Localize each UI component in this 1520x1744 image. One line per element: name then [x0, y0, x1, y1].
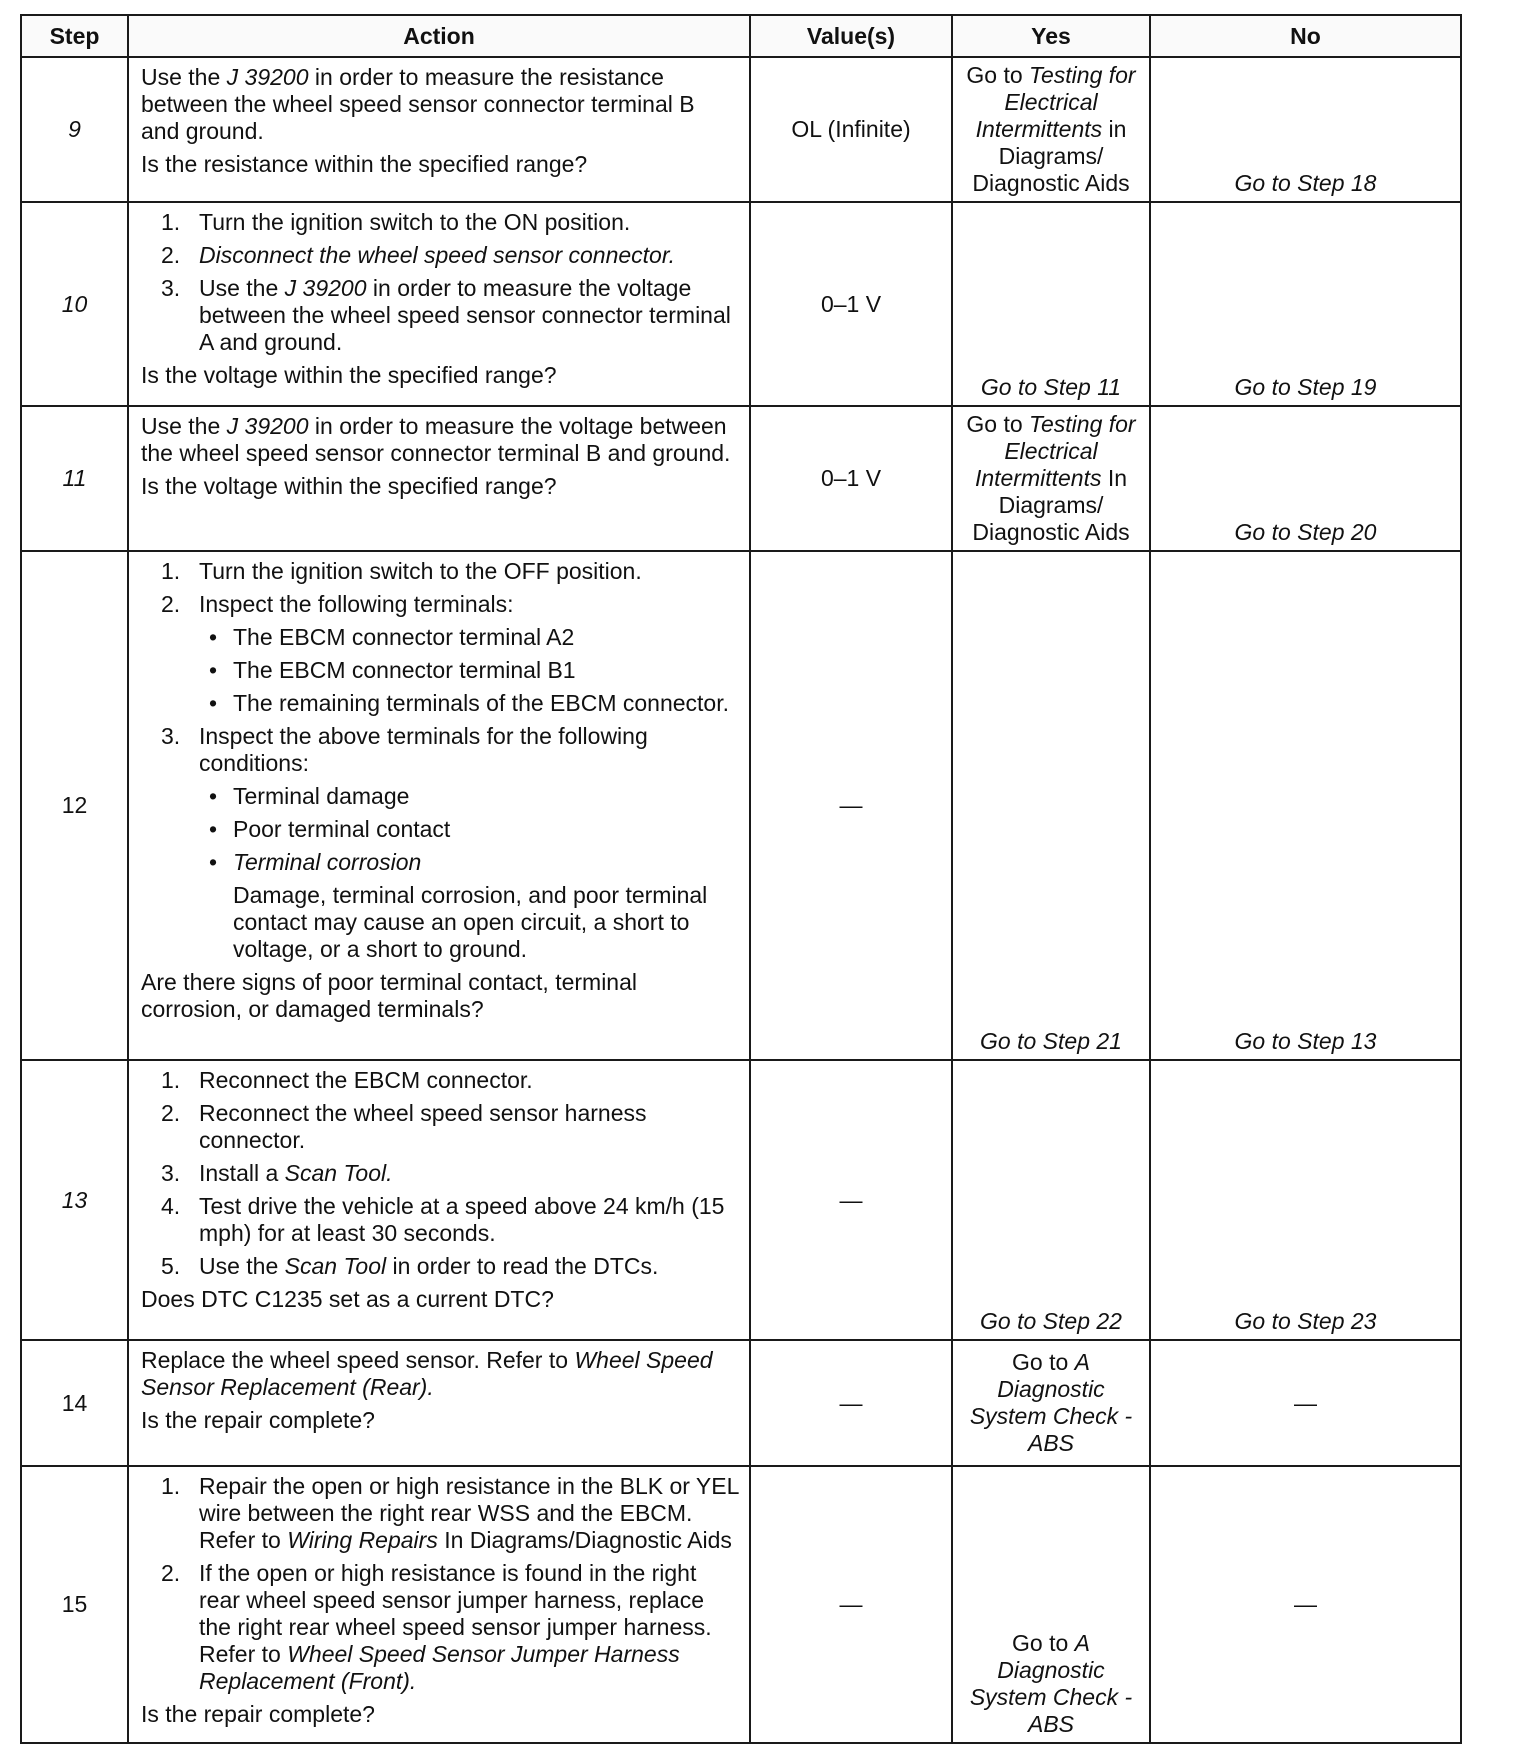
- action-question: Is the resistance within the specified range?: [141, 151, 588, 177]
- step-number: 10: [21, 202, 128, 406]
- value-cell: 0–1 V: [750, 406, 952, 551]
- list-item: 4. Test drive the vehicle at a speed above 24 km/h (15 mph) for at least 30 seconds.: [161, 1193, 725, 1246]
- action-steps: [141, 558, 739, 963]
- step-number: 13: [21, 1060, 128, 1340]
- value-cell: 0–1 V: [750, 202, 952, 406]
- table-row-step-13: [21, 1060, 1461, 1340]
- yes-link[interactable]: Go to Step 21: [980, 1028, 1122, 1054]
- no-cell: [1150, 1060, 1461, 1340]
- table-row-step-10: [21, 202, 1461, 406]
- yes-cell: Go to A Diagnostic System Check - ABS: [952, 1466, 1150, 1743]
- table-row-step-12: [21, 551, 1461, 1060]
- action-link[interactable]: Wiring Repairs: [287, 1527, 438, 1553]
- list-item: 1. Turn the ignition switch to the ON position.: [161, 209, 631, 235]
- bullet-item: • Terminal damage: [199, 783, 739, 810]
- bullet-list: [199, 783, 739, 876]
- value-cell: OL (Infinite): [750, 57, 952, 202]
- action-question: Is the repair complete?: [141, 1701, 375, 1727]
- table-row-step-11: [21, 406, 1461, 551]
- yes-cell: Go to A Diagnostic System Check - ABS: [952, 1340, 1150, 1466]
- list-item: 3. Use the J 39200 in order to measure the voltage between the wheel speed sensor connector terminal A and ground.: [161, 275, 731, 355]
- list-item: 2. Disconnect the wheel speed sensor connector.: [161, 242, 676, 268]
- no-link[interactable]: Go to Step 13: [1234, 1028, 1377, 1054]
- action-cell: [128, 1060, 750, 1340]
- no-link[interactable]: Go to Step 20: [1234, 519, 1377, 545]
- yes-cell: Go to Testing for Electrical Intermittents in Diagrams/ Diagnostic Aids: [952, 57, 1150, 202]
- no-cell: [1150, 551, 1461, 1060]
- table-row-step-9: [21, 57, 1461, 202]
- no-cell: [1150, 202, 1461, 406]
- list-item: 1. Repair the open or high resistance in the BLK or YEL wire between the right rear WSS and the EBCM. Refer to Wiring Repairs In Diagrams/Diagnostic Aids: [161, 1473, 739, 1553]
- list-item: 3. Inspect the above terminals for the following conditions: • Terminal damage • Poor terminal contact • Terminal corrosion Damage, terminal corrosion, and poor terminal contact may cause an open circuit, a short to voltage, or a short to ground.: [141, 723, 739, 963]
- yes-link[interactable]: Testing for Electrical Intermittents: [975, 62, 1136, 142]
- no-cell: —: [1150, 1466, 1461, 1743]
- action-cell: [128, 202, 750, 406]
- yes-link[interactable]: Go to Step 11: [980, 374, 1122, 400]
- header-yes: Yes: [952, 15, 1150, 57]
- bullet-list: [199, 624, 739, 717]
- action-text: Use the J 39200 in order to measure the resistance between the wheel speed sensor connector terminal B and ground.: [141, 64, 695, 144]
- action-question: Is the voltage within the specified range?: [141, 362, 557, 388]
- action-question: Does DTC C1235 set as a current DTC?: [141, 1286, 554, 1312]
- header-no: No: [1150, 15, 1461, 57]
- no-link[interactable]: Go to Step 18: [1234, 170, 1377, 196]
- list-item: 2. Inspect the following terminals: • The EBCM connector terminal A2 • The EBCM connector terminal B1 • The remaining terminals of the EBCM connector.: [141, 591, 739, 717]
- no-link[interactable]: Go to Step 23: [1234, 1308, 1377, 1334]
- table-row-step-15: [21, 1466, 1461, 1743]
- list-item: 2. If the open or high resistance is found in the right rear wheel speed sensor jumper harness, replace the right rear wheel speed sensor jumper harness. Refer to Wheel Speed Sensor Jumper Harness Replacement (Front).: [161, 1560, 712, 1694]
- table-row-step-14: [21, 1340, 1461, 1466]
- action-question: Are there signs of poor terminal contact, terminal corrosion, or damaged terminals?: [141, 969, 638, 1022]
- no-cell: [1150, 406, 1461, 551]
- header-action: Action: [128, 15, 750, 57]
- action-question: Is the repair complete?: [141, 1407, 375, 1433]
- value-cell: —: [750, 1466, 952, 1743]
- action-link[interactable]: Wheel Speed Sensor Replacement (Rear).: [141, 1347, 713, 1400]
- list-item: 1. Turn the ignition switch to the OFF position.: [161, 558, 642, 584]
- no-link[interactable]: Go to Step 19: [1234, 374, 1377, 400]
- action-cell: [128, 551, 750, 1060]
- list-item: 3. Install a Scan Tool.: [161, 1160, 393, 1186]
- action-text: Use the J 39200 in order to measure the voltage between the wheel speed sensor connector terminal B and ground.: [141, 413, 731, 466]
- yes-link[interactable]: A Diagnostic System Check - ABS: [969, 1630, 1133, 1737]
- yes-cell: [952, 1060, 1150, 1340]
- yes-link[interactable]: A Diagnostic System Check - ABS: [969, 1349, 1133, 1456]
- yes-cell: [952, 551, 1150, 1060]
- step-number: 12: [21, 551, 128, 1060]
- step-number: 15: [21, 1466, 128, 1743]
- list-item: 1. Reconnect the EBCM connector.: [161, 1067, 533, 1093]
- step-number: 11: [21, 406, 128, 551]
- step-number: 14: [21, 1340, 128, 1466]
- yes-link[interactable]: Go to Step 22: [980, 1308, 1122, 1334]
- bullet-item: • The remaining terminals of the EBCM connector.: [199, 690, 739, 717]
- action-cell: [128, 1466, 750, 1743]
- list-item: 2. Reconnect the wheel speed sensor harness connector.: [161, 1100, 647, 1153]
- bullet-item: • Poor terminal contact: [199, 816, 739, 843]
- value-cell: —: [750, 1340, 952, 1466]
- header-step: Step: [21, 15, 128, 57]
- diagnostic-table: [20, 14, 1462, 1744]
- action-steps: [141, 1067, 739, 1280]
- value-cell: —: [750, 1060, 952, 1340]
- action-cell: [128, 406, 750, 551]
- action-question: Is the voltage within the specified range?: [141, 473, 557, 499]
- no-cell: [1150, 57, 1461, 202]
- list-item: 5. Use the Scan Tool in order to read the DTCs.: [161, 1253, 659, 1279]
- bullet-item: • The EBCM connector terminal A2: [199, 624, 739, 651]
- value-cell: —: [750, 551, 952, 1060]
- yes-cell: [952, 202, 1150, 406]
- header-values: Value(s): [750, 15, 952, 57]
- bullet-item: • Terminal corrosion: [199, 849, 739, 876]
- yes-link[interactable]: Testing for Electrical Intermittents: [974, 411, 1136, 491]
- action-cell: [128, 57, 750, 202]
- note-text: Damage, terminal corrosion, and poor terminal contact may cause an open circuit, a short to voltage, or a short to ground.: [233, 882, 708, 962]
- yes-cell: Go to Testing for Electrical Intermittents In Diagrams/ Diagnostic Aids: [952, 406, 1150, 551]
- action-cell: [128, 1340, 750, 1466]
- action-steps: [141, 1473, 739, 1695]
- action-text: Replace the wheel speed sensor. Refer to Wheel Speed Sensor Replacement (Rear).: [141, 1347, 713, 1400]
- step-number: 9: [21, 57, 128, 202]
- bullet-item: • The EBCM connector terminal B1: [199, 657, 739, 684]
- action-steps: [141, 209, 739, 356]
- no-cell: —: [1150, 1340, 1461, 1466]
- action-link[interactable]: Wheel Speed Sensor Jumper Harness Replacement (Front).: [199, 1641, 680, 1694]
- header-row: [21, 15, 1461, 57]
